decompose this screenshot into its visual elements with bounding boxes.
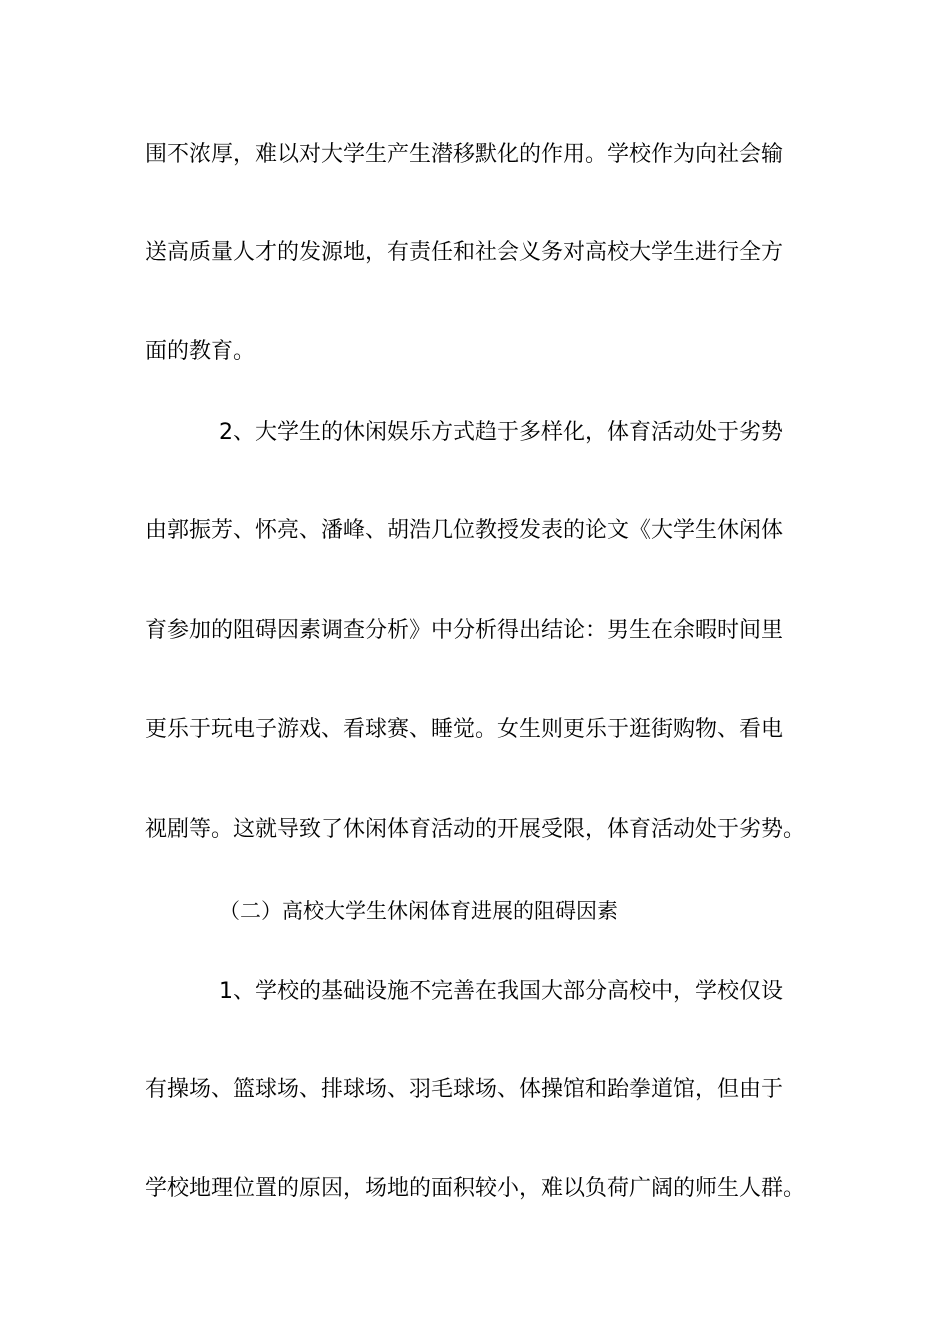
paragraph-line: 送高质量人才的发源地，有责任和社会义务对高校大学生进行全方 bbox=[145, 240, 784, 265]
section-heading: 2、大学生的休闲娱乐方式趋于多样化，体育活动处于劣势 bbox=[219, 420, 783, 445]
paragraph-line: 有操场、篮球场、排球场、羽毛球场、体操馆和跆拳道馆，但由于 bbox=[145, 1077, 784, 1102]
paragraph-line: 围不浓厚，难以对大学生产生潜移默化的作用。学校作为向社会输 bbox=[145, 142, 784, 167]
paragraph-line: 育参加的阻碍因素调查分析》中分析得出结论：男生在余暇时间里 bbox=[145, 618, 784, 643]
section-heading: 1、学校的基础设施不完善在我国大部分高校中，学校仅设 bbox=[219, 979, 783, 1004]
paragraph-line: 由郭振芳、怀亮、潘峰、胡浩几位教授发表的论文《大学生休闲体 bbox=[145, 518, 784, 543]
paragraph-line: 学校地理位置的原因，场地的面积较小，难以负荷广阔的师生人群。 bbox=[145, 1176, 806, 1201]
paragraph-line: 更乐于玩电子游戏、看球赛、睡觉。女生则更乐于逛街购物、看电 bbox=[145, 717, 784, 742]
paragraph-line: 面的教育。 bbox=[145, 339, 256, 364]
paragraph-line: 视剧等。这就导致了休闲体育活动的开展受限，体育活动处于劣势。 bbox=[145, 817, 806, 842]
subsection-heading: （二）高校大学生休闲体育进展的阻碍因素 bbox=[219, 899, 618, 923]
